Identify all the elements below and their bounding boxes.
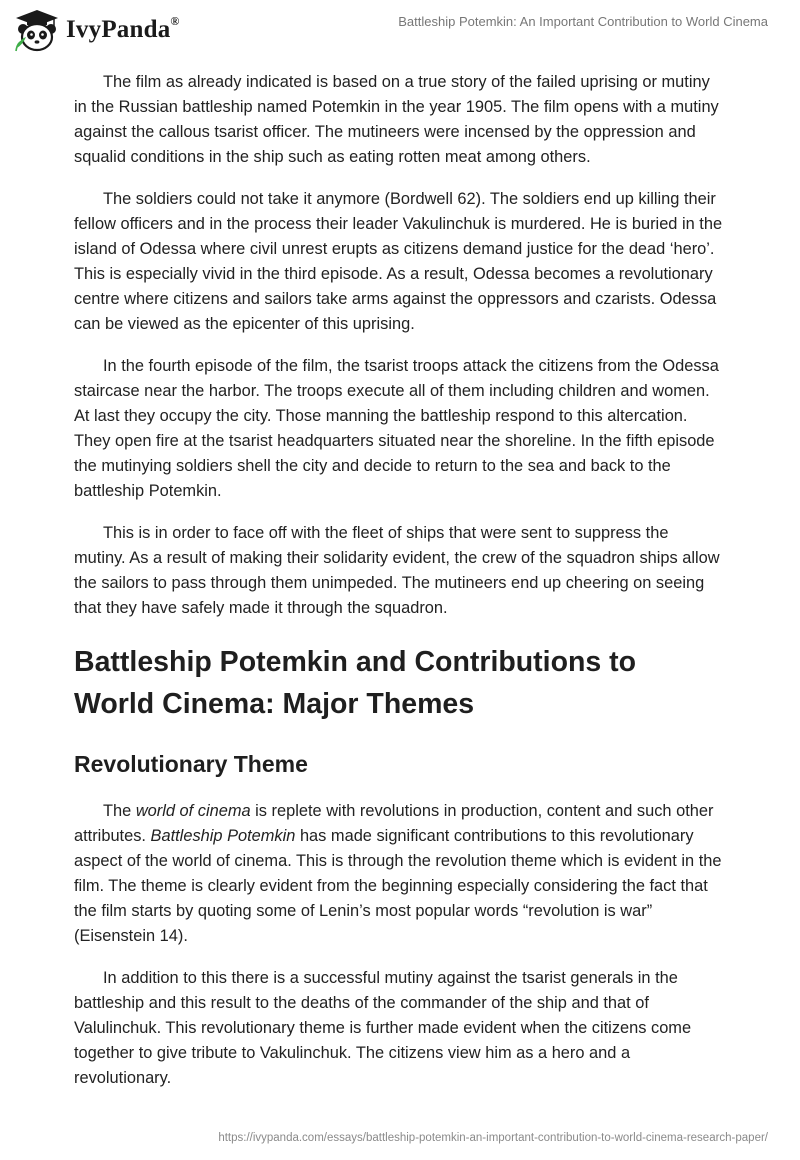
essay-body xyxy=(74,70,724,1108)
paragraph-4: This is in order to face off with the fleet of ships that were sent to suppress the mutiny. As a result of making their solidarity evident, the crew of the squadron ships allow the sailors to pass through them unimpeded. The mutineers end up cheering on seeing that they have safely made it through the squadron. xyxy=(74,524,720,617)
subsection-heading: Revolutionary Theme xyxy=(74,751,308,777)
ivypanda-logo[interactable] xyxy=(14,8,180,52)
panda-graduate-icon xyxy=(14,8,60,52)
source-url[interactable]: https://ivypanda.com/essays/battleship-potemkin-an-important-contribution-to-world-cinema-research-paper/ xyxy=(218,1132,768,1144)
paragraph-6: In addition to this there is a successful mutiny against the tsarist generals in the battleship and this result to the deaths of the commander of the ship and that of Valulinchuk. This revolutionary theme is further made evident when the citizens come together to give tribute to Vakulinchuk. The citizens view him as a hero and a revolutionary. xyxy=(74,969,692,1087)
section-heading: Battleship Potemkin and Contributions to World Cinema: Major Themes xyxy=(74,646,637,720)
paragraph-1: The film as already indicated is based on a true story of the failed uprising or mutiny in the Russian battleship named Potemkin in the year 1905. The film opens with a mutiny against the callous tsarist officer. The mutineers were incensed by the oppression and squalid conditions in the ship such as eating rotten meat among others. xyxy=(74,73,719,166)
paragraph-5: The world of cinema is replete with revolutions in production, content and such other attributes. Battleship Potemkin has made significant contributions to this revolutionary aspect of the world of cinema. This is through the revolution theme which is evident in the film. The theme is clearly evident from the beginning especially considering the fact that the film starts by quoting some of Lenin’s most popular words “revolution is war” (Eisenstein 14). xyxy=(74,802,722,945)
logo-wordmark: IvyPanda® xyxy=(66,14,180,43)
document-title: Battleship Potemkin: An Important Contribution to World Cinema xyxy=(398,14,768,29)
emphasis-film-title: Battleship Potemkin xyxy=(150,827,296,845)
page-header xyxy=(0,0,800,60)
paragraph-2: The soldiers could not take it anymore (Bordwell 62). The soldiers end up killing their fellow officers and in the process their leader Vakulinchuk is murdered. He is buried in the island of Odessa where civil unrest erupts as citizens demand justice for the dead ‘hero’. This is especially vivid in the third episode. As a result, Odessa becomes a revolutionary centre where citizens and sailors take arms against the oppressors and czarists. Odessa can be viewed as the epicenter of this uprising. xyxy=(74,190,723,333)
emphasis-world-of-cinema: world of cinema xyxy=(135,802,251,820)
paragraph-3: In the fourth episode of the film, the tsarist troops attack the citizens from the Odessa staircase near the harbor. The troops execute all of them including children and women. At last they occupy the city. Those manning the battleship respond to this altercation. They open fire at the tsarist headquarters situated near the shoreline. In the fifth episode the mutinying soldiers shell the city and decide to return to the sea and back to the battleship Potemkin. xyxy=(74,357,719,500)
